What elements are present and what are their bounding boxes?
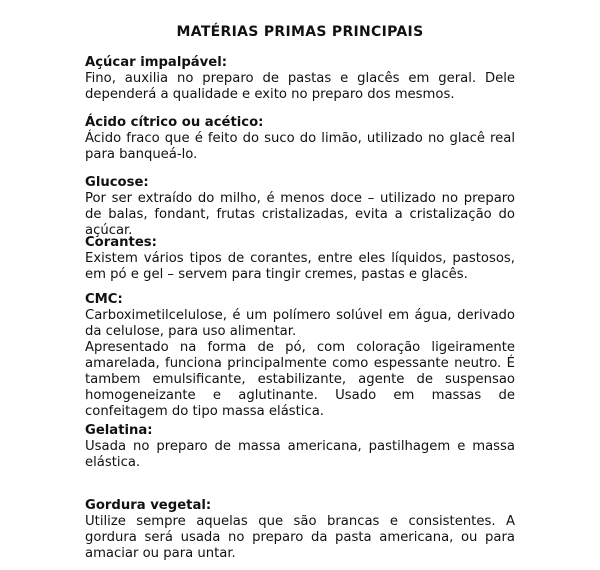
section-heading: Gordura vegetal: bbox=[85, 498, 212, 513]
section-heading: CMC: bbox=[85, 292, 123, 307]
section-acido-citrico bbox=[85, 115, 515, 163]
section-heading: Ácido cítrico ou acético: bbox=[85, 115, 264, 130]
section-paragraph: Existem vários tipos de corantes, entre eles líquidos, pastosos, em pó e gel – servem para tingir cremes, pastas e glacês. bbox=[85, 251, 515, 282]
section-glucose bbox=[85, 175, 515, 239]
section-heading: Corantes: bbox=[85, 235, 157, 250]
section-heading: Gelatina: bbox=[85, 423, 153, 438]
section-paragraph: Apresentado na forma de pó, com coloração ligeiramente amarelada, funciona principalmente como espessante neutro. É tambem emulsificante, estabilizante, agente de suspensao homogeneizante e aglutinante. Usado em massas de confeitagem do tipo massa elástica. bbox=[85, 340, 515, 419]
section-paragraph: Usada no preparo de massa americana, pastilhagem e massa elástica. bbox=[85, 439, 515, 470]
section-gordura-vegetal bbox=[85, 498, 515, 562]
page-title: MATÉRIAS PRIMAS PRINCIPAIS bbox=[176, 24, 424, 40]
section-paragraph: Utilize sempre aquelas que são brancas e consistentes. A gordura será usada no preparo da pasta americana, ou para amaciar ou para untar. bbox=[85, 514, 515, 561]
section-heading: Açúcar impalpável: bbox=[85, 55, 228, 70]
section-paragraph: Fino, auxilia no preparo de pastas e glacês em geral. Dele dependerá a qualidade e exito no preparo dos mesmos. bbox=[85, 71, 515, 102]
section-heading: Glucose: bbox=[85, 175, 149, 190]
section-cmc bbox=[85, 292, 515, 420]
section-acucar-impalpavel bbox=[85, 55, 515, 103]
section-gelatina bbox=[85, 423, 515, 471]
section-paragraph: Carboximetilcelulose, é um polímero solúvel em água, derivado da celulose, para uso alimentar. bbox=[85, 308, 515, 339]
section-paragraph: Ácido fraco que é feito do suco do limão, utilizado no glacê real para banqueá-lo. bbox=[85, 131, 515, 162]
section-paragraph: Por ser extraído do milho, é menos doce – utilizado no preparo de balas, fondant, frutas cristalizadas, evita a cristalização do açúcar. bbox=[85, 191, 515, 238]
section-corantes bbox=[85, 235, 515, 283]
